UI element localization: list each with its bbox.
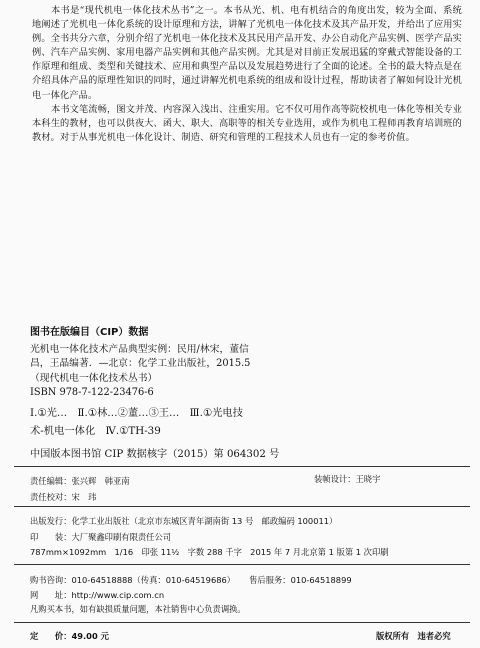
printer-line: 印 装：大厂聚鑫印刷有限责任公司 [30, 531, 172, 542]
after-sales-phone: 售后服务：010-64518899 [249, 575, 352, 585]
website-line: 网 址：http://www.cip.com.cn [30, 589, 165, 600]
publication-block [30, 514, 389, 561]
specs-line: 787mm×1092mm 1/16 印张 11½ 字数 288 千字 2015 年 7 月北京第 1 版第 1 次印刷 [30, 547, 389, 557]
cip-classification [30, 404, 243, 440]
divider-bottom [14, 622, 470, 623]
cover-design-name: 王晓宇 [355, 474, 381, 484]
cip-record [30, 343, 320, 401]
intro-paragraph-2: 本书文笔流畅，图文并茂、内容深入浅出、注重实用。它不仅可用作高等院校机电一体化等相关专业本科生的教材，也可以供夜大、函大、职大、高职等的相关专业选用，或作为机电工程师再教育培训班的教材。对于从事光机电一体化设计、制造、研究和管理的工程技术人员也有一定的参考价值。 [32, 103, 462, 143]
cover-design-row [314, 473, 380, 485]
purchase-phone: 购书咨询：010-64518888（传真：010-64519686） [30, 575, 236, 585]
cip-heading: 图书在版编目（CIP）数据 [30, 327, 149, 338]
cip-classification-line-2: 术-机电一体化 Ⅳ.①TH-39 [30, 425, 161, 437]
responsible-editor-row [30, 473, 130, 489]
phone-row [30, 573, 352, 588]
cip-data-number: 中国版本图书馆 CIP 数据核字（2015）第 064302 号 [30, 449, 280, 460]
proofreader-label: 责任校对： [30, 492, 72, 502]
proofreader-name: 宋 玮 [71, 492, 97, 502]
quality-notice: 凡购买本书，如有缺损质量问题，本社销售中心负责调换。 [30, 604, 246, 614]
responsible-editor-label: 责任编辑： [30, 476, 72, 486]
contact-block [30, 573, 352, 617]
cover-design-label: 装帧设计： [314, 474, 356, 484]
rights-notice: 版权所有 违者必究 [376, 631, 451, 641]
cip-series-line: （现代机电一体化技术丛书） [30, 372, 158, 384]
cip-isbn-line: ISBN 978-7-122-23476-6 [30, 387, 154, 399]
price-label: 定 价：49.00 元 [30, 631, 109, 641]
editors-block [30, 473, 130, 505]
proofreader-row [30, 489, 130, 505]
divider-middle [14, 506, 470, 507]
divider-top [14, 466, 470, 467]
cip-classification-line-1: Ⅰ.①光… Ⅱ.①林…②董…③王… Ⅲ.①光电技 [30, 407, 243, 419]
responsible-editor-names: 张兴辉 韩亚南 [71, 476, 130, 486]
book-introduction [32, 4, 462, 145]
intro-paragraph-1: 本书是“现代机电一体化技术丛书”之一。本书从光、机、电有机结合的角度出发，较为全面、系统地阐述了光机电一体化系统的设计原理和方法，讲解了光机电一体化技术及其产品开发，并给出了应用实例。全书共分六章，分别介绍了光机电一体化技术及其民用产品开发、办公自动化产品实例、医学产品实例、汽车产品实例、家用电器产品实例和其他产品实例。尤其是对目前正发展迅猛的穿戴式智能设备的工作原理和组成、类型和关键技术、应用和典型产品以及发展趋势进行了全面的论述。全书的最大特点是在介绍具体产品的原理性知识的同时，通过讲解光机电系统的组成和设计过程，帮助读者了解如何设计光机电一体化产品。 [32, 5, 462, 101]
divider-lower [14, 564, 470, 565]
publisher-line: 出版发行：化学工业出版社（北京市东城区青年湖南街 13 号 邮政编码 100011） [30, 516, 338, 526]
cip-author-publisher-line: 昌，王晶编著．—北京：化学工业出版社，2015.5 [30, 358, 251, 370]
cip-title-line: 光机电一体化技术产品典型实例：民用/林宋，董信 [30, 344, 249, 355]
